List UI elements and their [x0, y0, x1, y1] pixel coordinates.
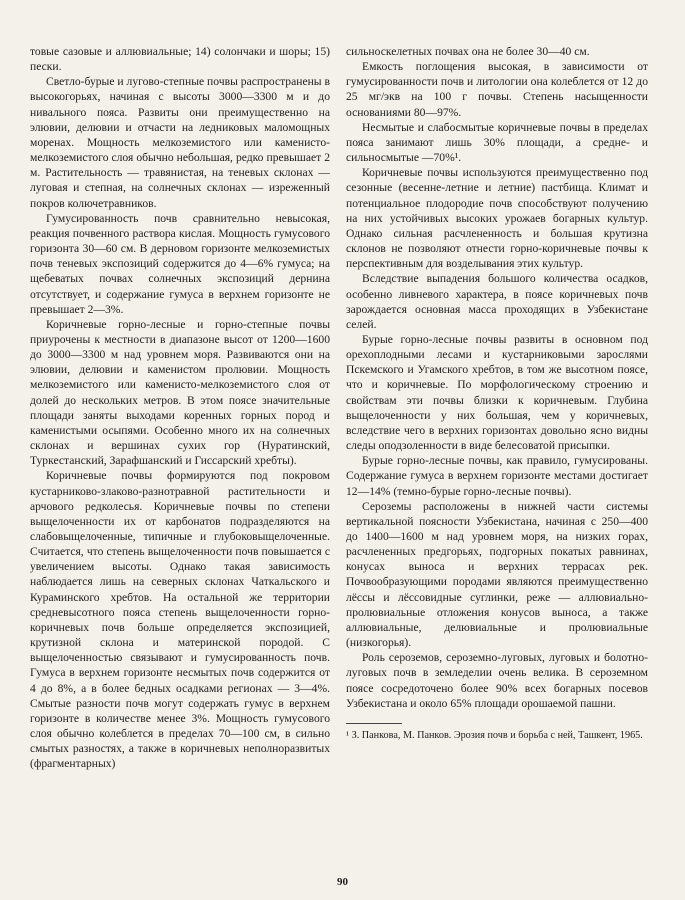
paragraph: Роль сероземов, сероземно-луговых, луговых и болотно-луговых почв в земледелии очень велика. В сероземном поясе сосредоточено более 90% всех богарных посевов Узбекистана и около 65% площади орошаемой пашни. — [346, 651, 648, 710]
paragraph: Светло-бурые и лугово-степные почвы распространены в высокогорьях, начиная с высоты 3000—3300 м и до нивального пояса. Развиты они преимущественно на элювии, делювии и отчасти на ледниковых маломощных моренах. Мощность мелкоземистого или каменисто-мелкоземистого слоя обычно небольшая, редко превышает 2 м. Растительность — травянистая, на теневых склонах — луговая и степная, на солнечных склонах — изреженный покров колючетравников. — [30, 75, 330, 210]
right-column — [346, 44, 648, 742]
paragraph: Гумусированность почв сравнительно невысокая, реакция почвенного раствора кислая. Мощность гумусового горизонта 30—60 см. В дерновом горизонте мелкоземистых почв теневых экспозиций содержится до 4—6% гумуса; на щебеватых почвах солнечных экспозиций дернина отсутствует, и содержание гумуса в верхнем горизонте не превышает 2—3%. — [30, 211, 330, 316]
paragraph: Бурые горно-лесные почвы, как правило, гумусированы. Содержание гумуса в верхнем горизонте местами достигает 12—14% (темно-бурые горно-лесные почвы). — [346, 454, 648, 498]
paragraph: сильноскелетных почвах она не более 30—40 см. — [346, 45, 590, 58]
footnote: ¹ З. Панкова, М. Панков. Эрозия почв и борьба с ней, Ташкент, 1965. — [346, 729, 643, 741]
left-column — [30, 44, 330, 772]
page-number: 90 — [337, 876, 348, 888]
paragraph: Несмытые и слабосмытые коричневые почвы в пределах пояса занимают лишь 30% площади, а средне- и сильносмытые —70%¹. — [346, 120, 648, 165]
paragraph: Сероземы расположены в нижней части системы вертикальной поясности Узбекистана, начиная с 250—400 до 1400—1600 м над уровнем моря, на низких горах, расчлененных предгорьях, подгорных покатых равнинах, конусах выноса и верхних террасах рек. Почвообразующими породами являются преимущественно лёссы и лёссовидные суглинки, реже — аллювиально-пролювиальные отложения конусов выноса, а также аллювиальные, делювиальные и пролювиальные (низкогорья). — [346, 499, 648, 650]
footnote-divider — [346, 723, 402, 724]
paragraph: Коричневые почвы используются преимущественно под сезонные (весенне-летние и летние) пастбища. Климат и потенциальное плодородие почв способствуют получению на них устойчивых высоких урожаев богарных культур. Однако сильная расчлененность и большая крутизна склонов не позволяют отнести горно-коричневые почвы к перспективным для возделывания этих культур. — [346, 166, 648, 271]
paragraph: Бурые горно-лесные почвы развиты в основном под орехоплодными лесами и кустарниковыми зарослями Пскемского и Угамского хребтов, в том же высотном поясе, что и коричневые. По морфологическому строению и свойствам эти почвы близки к коричневым. Глубина выщелоченности у них большая, чем у коричневых, вследствие чего в верхних горизонтах довольно ясно видны следы оподзоленности в виде белесоватой присыпки. — [346, 332, 648, 453]
paragraph: Емкость поглощения высокая, в зависимости от гумусированности почв и литологии она колеблется от 12 до 25 мг/экв на 100 г почвы. Степень насыщенности основаниями 80—97%. — [346, 60, 648, 119]
paragraph: Вследствие выпадения большого количества осадков, особенно ливневого характера, в поясе коричневых почв зарождается основная масса проходящих в Узбекистане селей. — [346, 272, 648, 331]
paragraph: Коричневые горно-лесные и горно-степные почвы приурочены к местности в диапазоне высот от 1200—1600 до 3000—3300 м над уровнем моря. Развиваются они на элювии, делювии и каменистом пролювии. Мощность мелкоземистого или каменисто-мелкоземистого слоя от долей до нескольких метров. В этом поясе значительные площади заняты выходами коренных горных пород и каменистыми осыпями. Особенно много их на солнечных склонах и вершинах сухих гор (Нуратинский, Туркестанский, Зарафшанский и Гиссарский хребты). — [30, 317, 330, 468]
paragraph: Коричневые почвы формируются под покровом кустарниково-злаково-разнотравной растительности и арчового редколесья. Коричневые почвы по степени выщелоченности их от карбонатов подразделяются на слабовыщелоченные, типичные и глубоковыщелоченные. Считается, что степень выщелоченности почв повышается с увеличением высоты. Однако такая зависимость наблюдается лишь на северных склонах Чаткальского и Кураминского хребтов. На остальной же территории средневысотного пояса степень выщелоченности горно-коричневых почв больше определяется экспозицией, крутизной склона и материнской породой. С выщелоченностью связывают и гумусированность почв. Гумуса в верхнем горизонте несмытых почв содержится от 4 до 8%, а в более бедных осадками регионах — 3—4%. Смытые разности почв могут содержать гумус в верхнем горизонте в количестве менее 3%. Мощность гумусового слоя обычно колеблется в пределах 70—100 см, в сильно смытых разностях, а также в коричневых неполноразвитых (фрагментарных) — [30, 469, 330, 771]
paragraph: товые сазовые и аллювиальные; 14) солончаки и шоры; 15) пески. — [30, 45, 330, 74]
